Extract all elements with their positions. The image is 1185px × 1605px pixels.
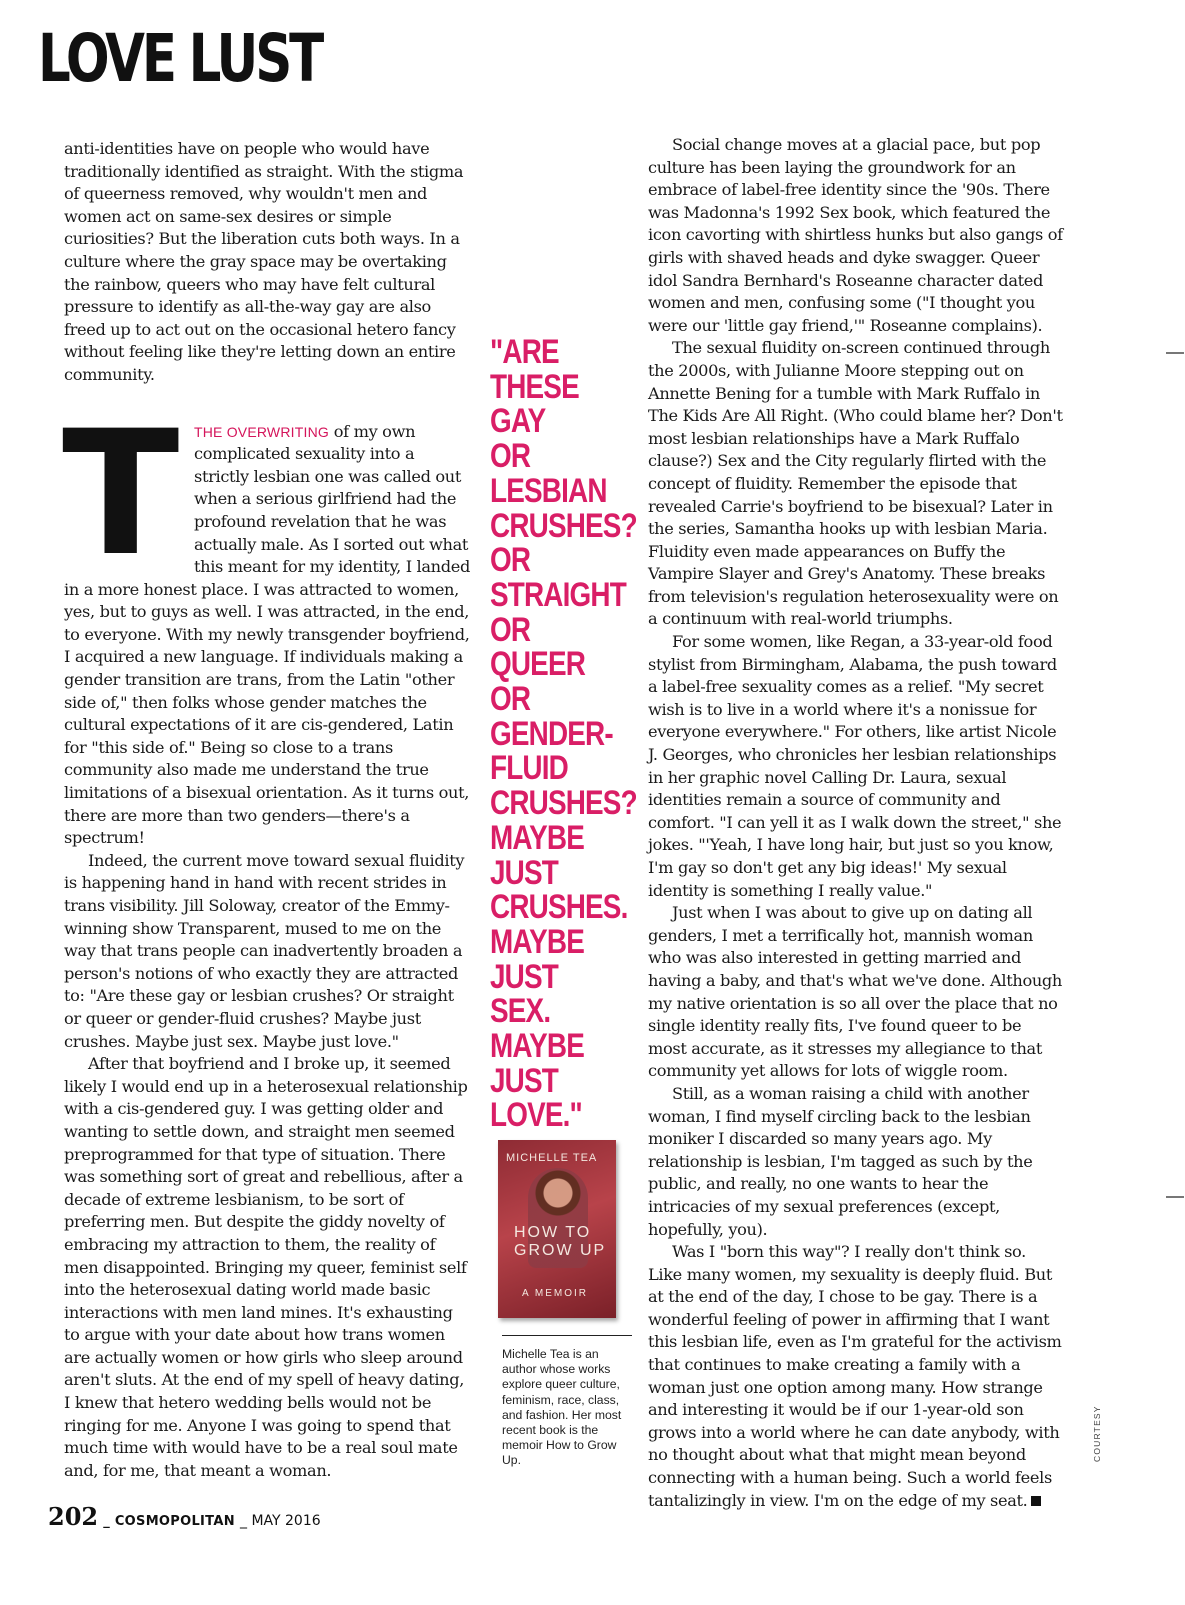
paragraph: anti-identities have on people who would have traditionally identified as straight. With the stigma of queerness removed, why wouldn't men and women act on same-sex desires or simple curiosities? But the liberation cuts both ways. In a culture where the gray space may be overtaking the rainbow, queers who may have felt cultural pressure to identify as all-the-way gay are also freed up to act out on the occasional hetero fancy without feeling like they're letting down an entire community.	[64, 139, 464, 384]
book-title-line-2: GROW UP	[514, 1242, 607, 1259]
margin-mark	[1166, 352, 1184, 354]
caption-rule	[502, 1335, 632, 1336]
paragraph: Still, as a woman raising a child with another woman, I find myself circling back to the lesbian moniker I discarded so many years ago. My relationship is lesbian, I'm tagged as such by the public, and really, no one wants to hear the intricacies of my sexual preferences (except, hopefully, you).	[648, 1083, 1033, 1239]
paragraph: Just when I was about to give up on dating all genders, I met a terrifically hot, mannish woman who was also interested in getting married and having a baby, and that's what we've done. Although my native orientation is so all over the place that no single identity really fits, I've found queer to be most accurate, as it stresses my allegiance to that community yet allows for lots of wiggle room.	[648, 903, 1063, 1081]
book-caption: Michelle Tea is an author whose works explore queer culture, feminism, race, class, and fashion. Her most recent book is the memoir How to Grow Up.	[502, 1347, 622, 1468]
book-title-line-1: HOW TO	[514, 1224, 592, 1241]
dropcap-paragraph	[62, 392, 472, 850]
magazine-name: COSMOPOLITAN	[114, 1514, 235, 1529]
page-footer: 202 _ COSMOPOLITAN _ MAY 2016	[48, 1502, 321, 1531]
lead-in: THE OVERWRITING	[194, 423, 329, 440]
end-mark-icon	[1031, 1496, 1041, 1506]
paragraph: Was I "born this way"? I really don't think so. Like many women, my sexuality is deeply fluid. But at the end of the day, I chose to be gay. There is a wonderful feeling of power in affirming that I want this lesbian life, even as I'm grateful for the activism that continues to make creating a family with a woman just one option among many. How strange and interesting it would be if our 1-year-old son grows into a world where he can date anybody, with no thought about what that might mean beyond connecting with a human being. Such a world feels tantalizingly in view. I'm on the edge of my seat.	[648, 1242, 1062, 1510]
page-number: 202	[48, 1502, 99, 1531]
paragraph: For some women, like Regan, a 33-year-old food stylist from Birmingham, Alabama, the push toward a label-free sexuality comes as a relief. "My secret wish is to live in a world where it's a nonissue for everyone everywhere." For others, like artist Nicole J. Georges, who chronicles her lesbian relationships in her graphic novel Calling Dr. Laura, sexual identities remain a source of community and comfort. "I can yell it as I walk down the street," she jokes. "'Yeah, I have long hair, but just so you know, I'm gay so don't get any big ideas!' My sexual identity is something I really value."	[648, 632, 1062, 900]
drop-cap: T	[62, 392, 179, 594]
book-subtitle: A MEMOIR	[522, 1288, 589, 1299]
margin-mark	[1166, 1196, 1184, 1198]
book-author: MICHELLE TEA	[506, 1152, 598, 1164]
paragraph: Indeed, the current move toward sexual fluidity is happening hand in hand with recent strides in trans visibility. Jill Soloway, creator of the Emmy-winning show Transparent, mused to me on the way that trans people can inadvertently broaden a person's notions of who exactly they are attracted to: "Are these gay or lesbian crushes? Or straight or queer or gender-fluid crushes? Maybe just crushes. Maybe just sex. Maybe just love."	[64, 850, 465, 1051]
paragraph: of my own complicated sexuality into a strictly lesbian one was called out when a serious girlfriend had the profound revelation that he was actually male. As I sorted out what this meant for my identity, I landed in a more honest place. I was attracted to women, yes, but to guys as well. I was attracted, in the end, to everyone. With my newly transgender boyfriend, I acquired a new language. If individuals making a gender transition are trans, from the Latin "other side of," then folks whose gender matches the cultural expectations of it are cis-gendered, Latin for "this side of." Being so close to a trans community also made me understand the true limitations of a bisexual orientation. As it turns out, there are more than two genders—there's a spectrum!	[64, 421, 470, 848]
article-column-left	[64, 138, 472, 1482]
paragraph: The sexual fluidity on-screen continued through the 2000s, with Julianne Moore stepping out on Annette Bening for a tumble with Mark Ruffalo in The Kids Are All Right. (Who could blame her? Don't most lesbian relationships have a Mark Ruffalo clause?) Sex and the City regularly flirted with the concept of fluidity. Remember the episode that revealed Carrie's boyfriend to be bisexual? Later in the series, Samantha hooks up with lesbian Maria. Fluidity even made appearances on Buffy the Vampire Slayer and Grey's Anatomy. These breaks from television's regulation heterosexuality were on a continuum with real-world triumphs.	[648, 338, 1063, 629]
section-title: LOVE LUST	[38, 20, 322, 97]
issue-date: MAY 2016	[251, 1513, 321, 1529]
paragraph: After that boyfriend and I broke up, it seemed likely I would end up in a heterosexual relationship with a cis-gendered guy. I was getting older and wanting to settle down, and straight men seemed preprogrammed for that type of situation. There was something sort of great and rebellious, after a decade of extreme lesbianism, to be sort of preferring men. But despite the giddy novelty of embracing my attraction to them, the reality of men disappointed. Bringing my queer, feminist self into the heterosexual dating world made basic interactions with men land mines. It's exhausting to argue with your date about how trans women are actually women or how girls who sleep around aren't sluts. At the end of my spell of heavy dating, I knew that hetero wedding bells would not be ringing for me. Anyone I was going to spend that much time with would have to be a real soul mate and, for me, that meant a woman.	[64, 1054, 468, 1480]
photo-credit: COURTESY	[1092, 1405, 1102, 1462]
paragraph: Social change moves at a glacial pace, but pop culture has been laying the groundwork for an embrace of label-free identity since the '90s. There was Madonna's 1992 Sex book, which featured the icon cavorting with shirtless hunks but also gangs of girls with shaved heads and dyke swagger. Queer idol Sandra Bernhard's Roseanne character dated women and men, confusing some ("I thought you were our 'little gay friend,'" Roseanne complains).	[648, 135, 1063, 335]
book-cover-image	[498, 1140, 616, 1318]
pull-quote: "ARE THESE GAY OR LESBIAN CRUSHES? OR STRAIGHT OR QUEER OR GENDER- FLUID CRUSHES? MAYBE JUST CRUSHES. MAYBE JUST SEX. MAYBE JUST LOVE."	[490, 333, 637, 1135]
article-column-right	[648, 134, 1063, 1512]
